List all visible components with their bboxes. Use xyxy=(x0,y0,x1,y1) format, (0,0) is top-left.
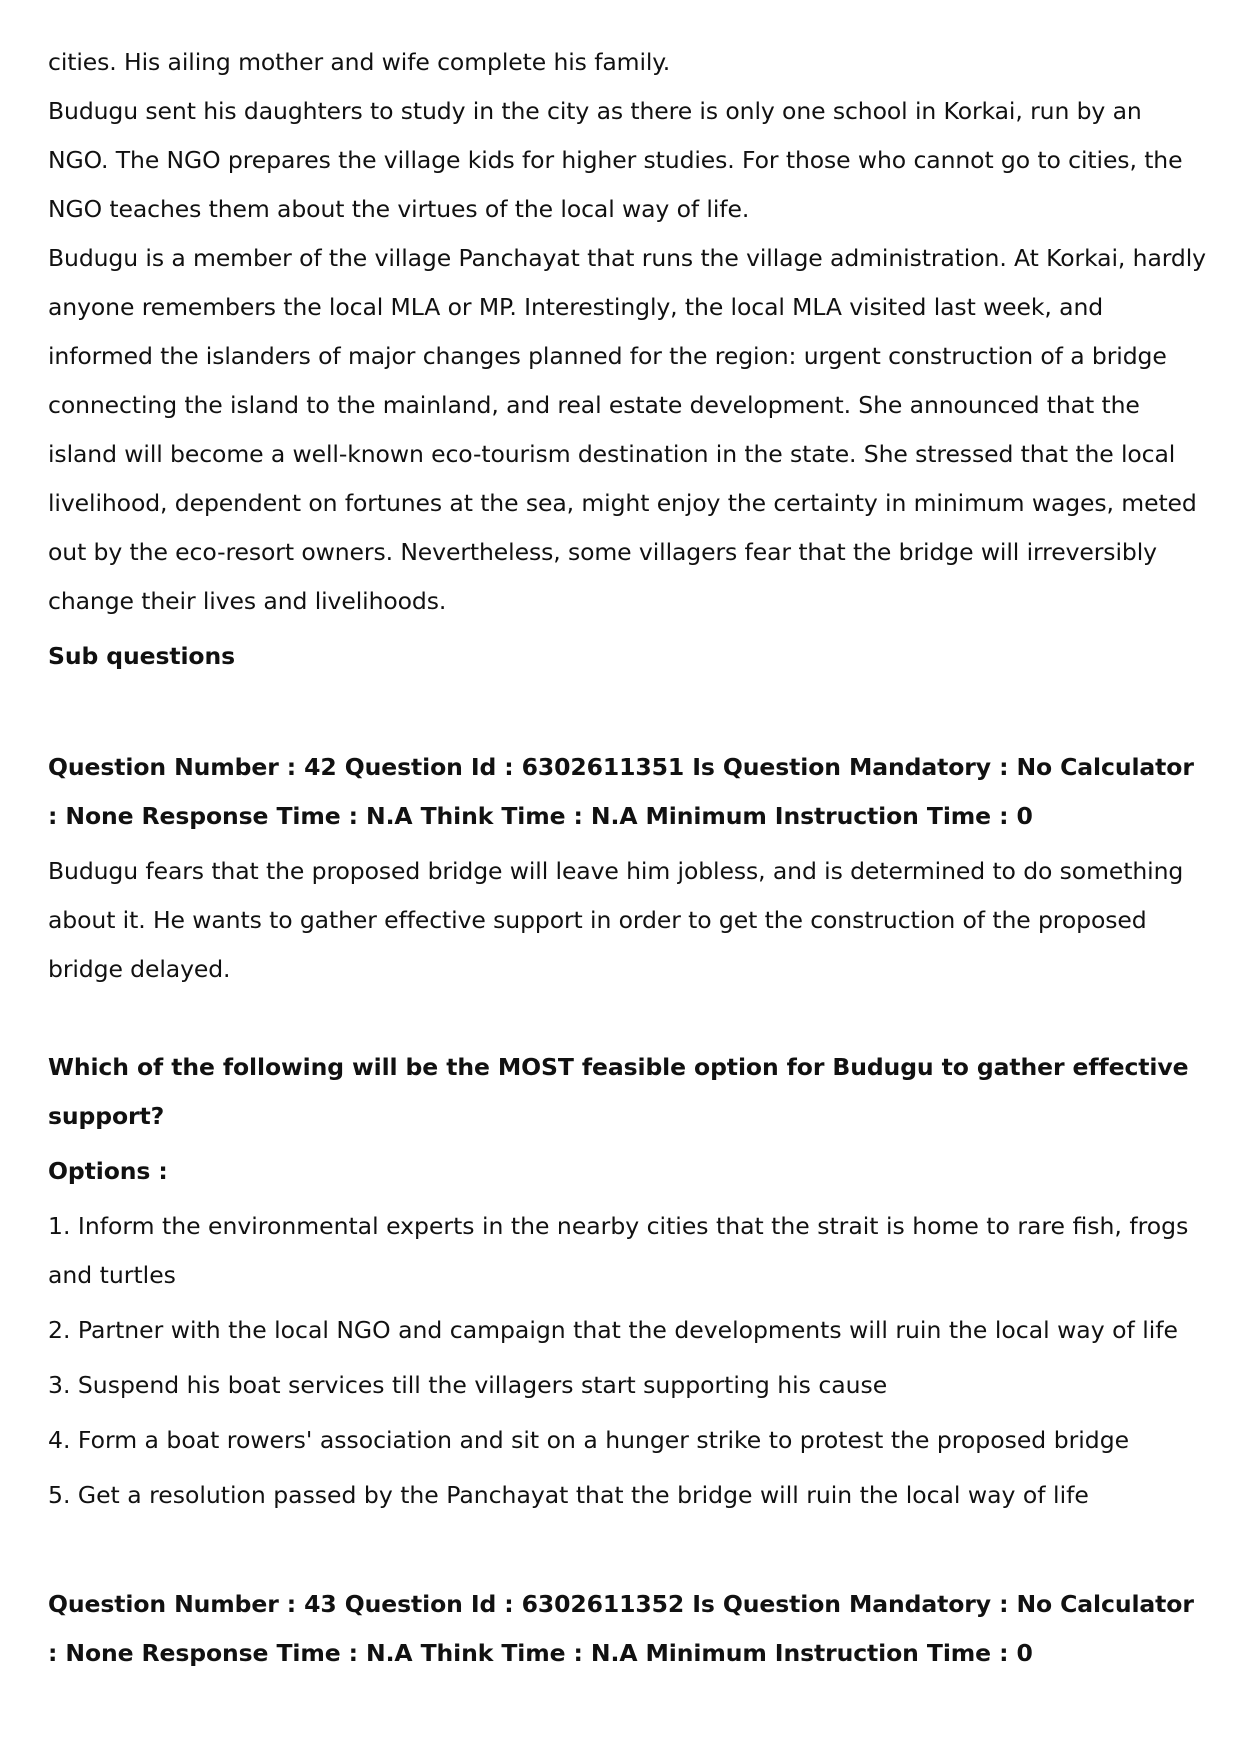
options-list xyxy=(48,1202,1208,1520)
passage-paragraph-3: Budugu is a member of the village Panchayat that runs the village administration. At Korkai, hardly anyone remembers the local MLA or MP. Interestingly, the local MLA visited last week, and informed the islanders of major changes planned for the region: urgent construction of a bridge connecting the island to the mainland, and real estate development. She announced that the island will become a well-known eco-tourism destination in the state. She stressed that the local livelihood, dependent on fortunes at the sea, might enjoy the certainty in minimum wages, meted out by the eco-resort owners. Nevertheless, some villagers fear that the bridge will irreversibly change their lives and livelihoods. xyxy=(48,244,1206,615)
options-label: Options : xyxy=(48,1157,168,1185)
question-43-header: Question Number : 43 Question Id : 6302611352 Is Question Mandatory : No Calculator : None Response Time : N.A Think Time : N.A Minimum Instruction Time : 0 xyxy=(48,1590,1194,1667)
spacer xyxy=(48,1520,1208,1580)
spacer xyxy=(48,681,1208,743)
sub-questions-heading: Sub questions xyxy=(48,642,235,670)
document-page xyxy=(48,38,1208,1678)
option-3: 3. Suspend his boat services till the villagers start supporting his cause xyxy=(48,1371,888,1399)
question-42-text: Which of the following will be the MOST feasible option for Budugu to gather effective support? xyxy=(48,1053,1189,1130)
question-42-header: Question Number : 42 Question Id : 6302611351 Is Question Mandatory : No Calculator : None Response Time : N.A Think Time : N.A Minimum Instruction Time : 0 xyxy=(48,753,1194,830)
option-5: 5. Get a resolution passed by the Panchayat that the bridge will ruin the local way of life xyxy=(48,1481,1089,1509)
spacer xyxy=(48,994,1208,1043)
option-1: 1. Inform the environmental experts in the nearby cities that the strait is home to rare fish, frogs and turtles xyxy=(48,1212,1189,1289)
passage-paragraph-1: cities. His ailing mother and wife complete his family. xyxy=(48,48,671,76)
question-42-scenario: Budugu fears that the proposed bridge will leave him jobless, and is determined to do something about it. He wants to gather effective support in order to get the construction of the proposed bridge delayed. xyxy=(48,857,1184,983)
option-2: 2. Partner with the local NGO and campaign that the developments will ruin the local way of life xyxy=(48,1316,1178,1344)
passage-paragraph-2: Budugu sent his daughters to study in the city as there is only one school in Korkai, run by an NGO. The NGO prepares the village kids for higher studies. For those who cannot go to cities, the NGO teaches them about the virtues of the local way of life. xyxy=(48,97,1183,223)
option-4: 4. Form a boat rowers' association and sit on a hunger strike to protest the proposed bridge xyxy=(48,1426,1130,1454)
